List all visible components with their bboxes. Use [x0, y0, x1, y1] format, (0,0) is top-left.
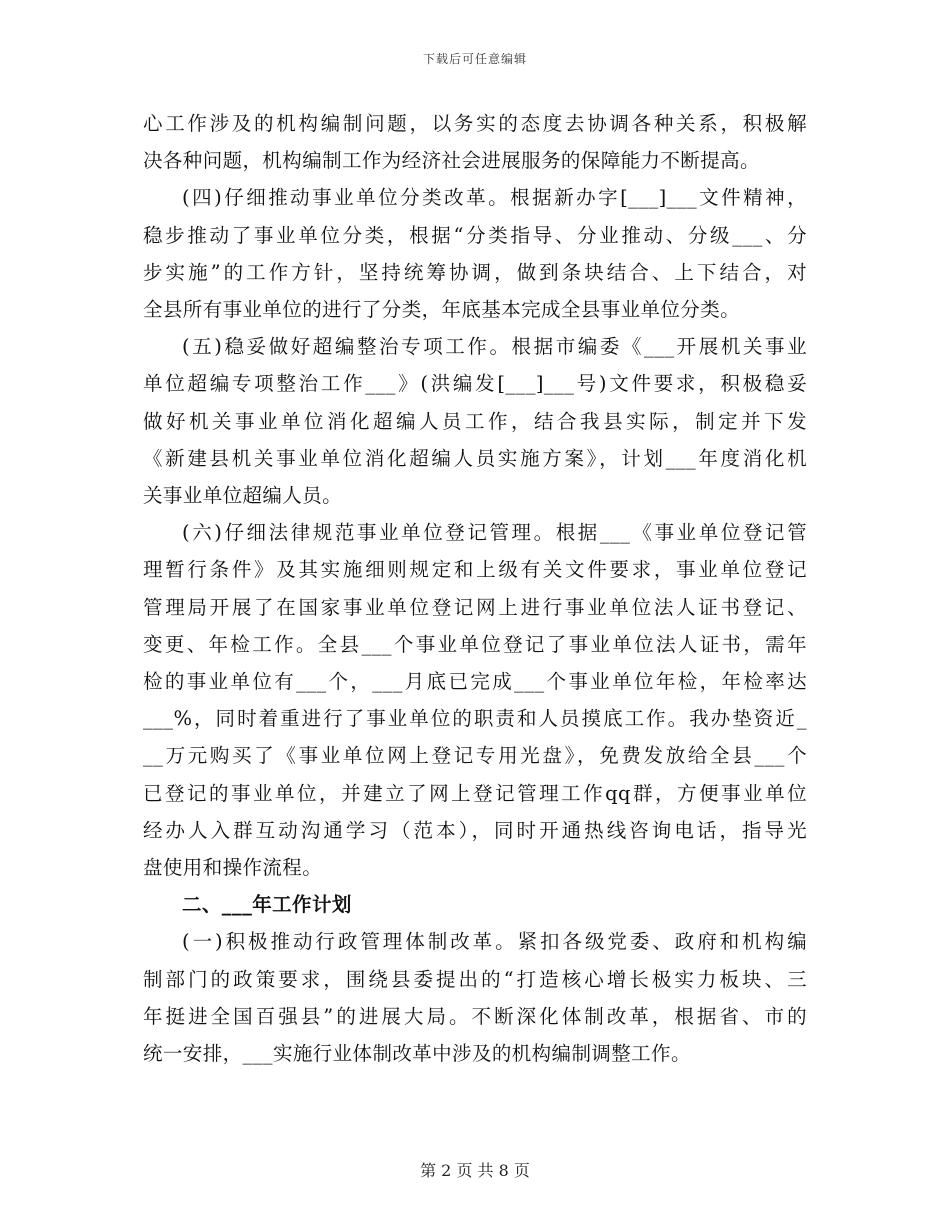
- paragraph-line: 心工作涉及的机构编制问题，以务实的态度去协调各种关系，积极解: [143, 112, 807, 135]
- page-header: 下载后可任意编辑: [422, 52, 527, 66]
- paragraph-line: 已登记的事业单位，并建立了网上登记管理工作qq群，方便事业单位: [143, 781, 807, 805]
- section-heading: 二、___年工作计划: [182, 893, 352, 917]
- paragraph-line: 制部门的政策要求，围绕县委提出的“打造核心增长极实力板块、三: [143, 967, 807, 991]
- paragraph-line: 稳步推动了事业单位分类，根据“分类指导、分业推动、分级___、分: [143, 223, 807, 247]
- paragraph-line: 决各种问题，机构编制工作为经济社会进展服务的保障能力不断提高。: [143, 149, 760, 173]
- paragraph-line: 变更、年检工作。全县___个事业单位登记了事业单位法人证书，需年: [143, 632, 807, 656]
- paragraph-line: 统一安排，___实施行业体制改革中涉及的机构编制调整工作。: [143, 1042, 691, 1066]
- document-body: [143, 105, 807, 1072]
- paragraph-line: (五)稳妥做好超编整治专项工作。根据市编委《___开展机关事业: [182, 335, 807, 359]
- paragraph-line: 做好机关事业单位消化超编人员工作，结合我县实际，制定并下发: [143, 409, 807, 433]
- paragraph-line: ___%，同时着重进行了事业单位的职责和人员摸底工作。我办垫资近_: [143, 707, 807, 731]
- paragraph-line: 关事业单位超编人员。: [143, 484, 343, 508]
- paragraph-line: 管理局开展了在国家事业单位登记网上进行事业单位法人证书登记、: [143, 595, 807, 619]
- paragraph-line: (一)积极推动行政管理体制改革。紧扣各级党委、政府和机构编: [182, 930, 807, 954]
- paragraph-line: 步实施”的工作方针，坚持统筹协调，做到条块结合、上下结合，对: [143, 260, 807, 284]
- paragraph-line: __万元购买了《事业单位网上登记专用光盘》，免费发放给全县___个: [143, 744, 807, 768]
- paragraph-line: 盘使用和操作流程。: [143, 856, 323, 880]
- paragraph-line: 检的事业单位有___个，___月底已完成___个事业单位年检，年检率达: [143, 670, 807, 694]
- page-footer: 第 2 页 共 8 页: [420, 1161, 530, 1180]
- paragraph-line: 单位超编专项整治工作___》(洪编发[___]___号)文件要求，积极稳妥: [143, 372, 807, 396]
- paragraph-line: 经办人入群互动沟通学习（范本），同时开通热线咨询电话，指导光: [143, 818, 807, 842]
- paragraph-line: 年挺进全国百强县”的进展大局。不断深化体制改革，根据省、市的: [143, 1004, 807, 1028]
- paragraph-line: (六)仔细法律规范事业单位登记管理。根据___《事业单位登记管: [182, 521, 807, 545]
- paragraph-line: 《新建县机关事业单位消化超编人员实施方案》，计划___年度消化机: [143, 446, 807, 470]
- paragraph-line: 全县所有事业单位的进行了分类，年底基本完成全县事业单位分类。: [143, 298, 741, 322]
- paragraph-line: (四)仔细推动事业单位分类改革。根据新办字[___]___文件精神，: [182, 186, 807, 210]
- paragraph-line: 理暂行条件》及其实施细则规定和上级有关文件要求，事业单位登记: [143, 558, 807, 582]
